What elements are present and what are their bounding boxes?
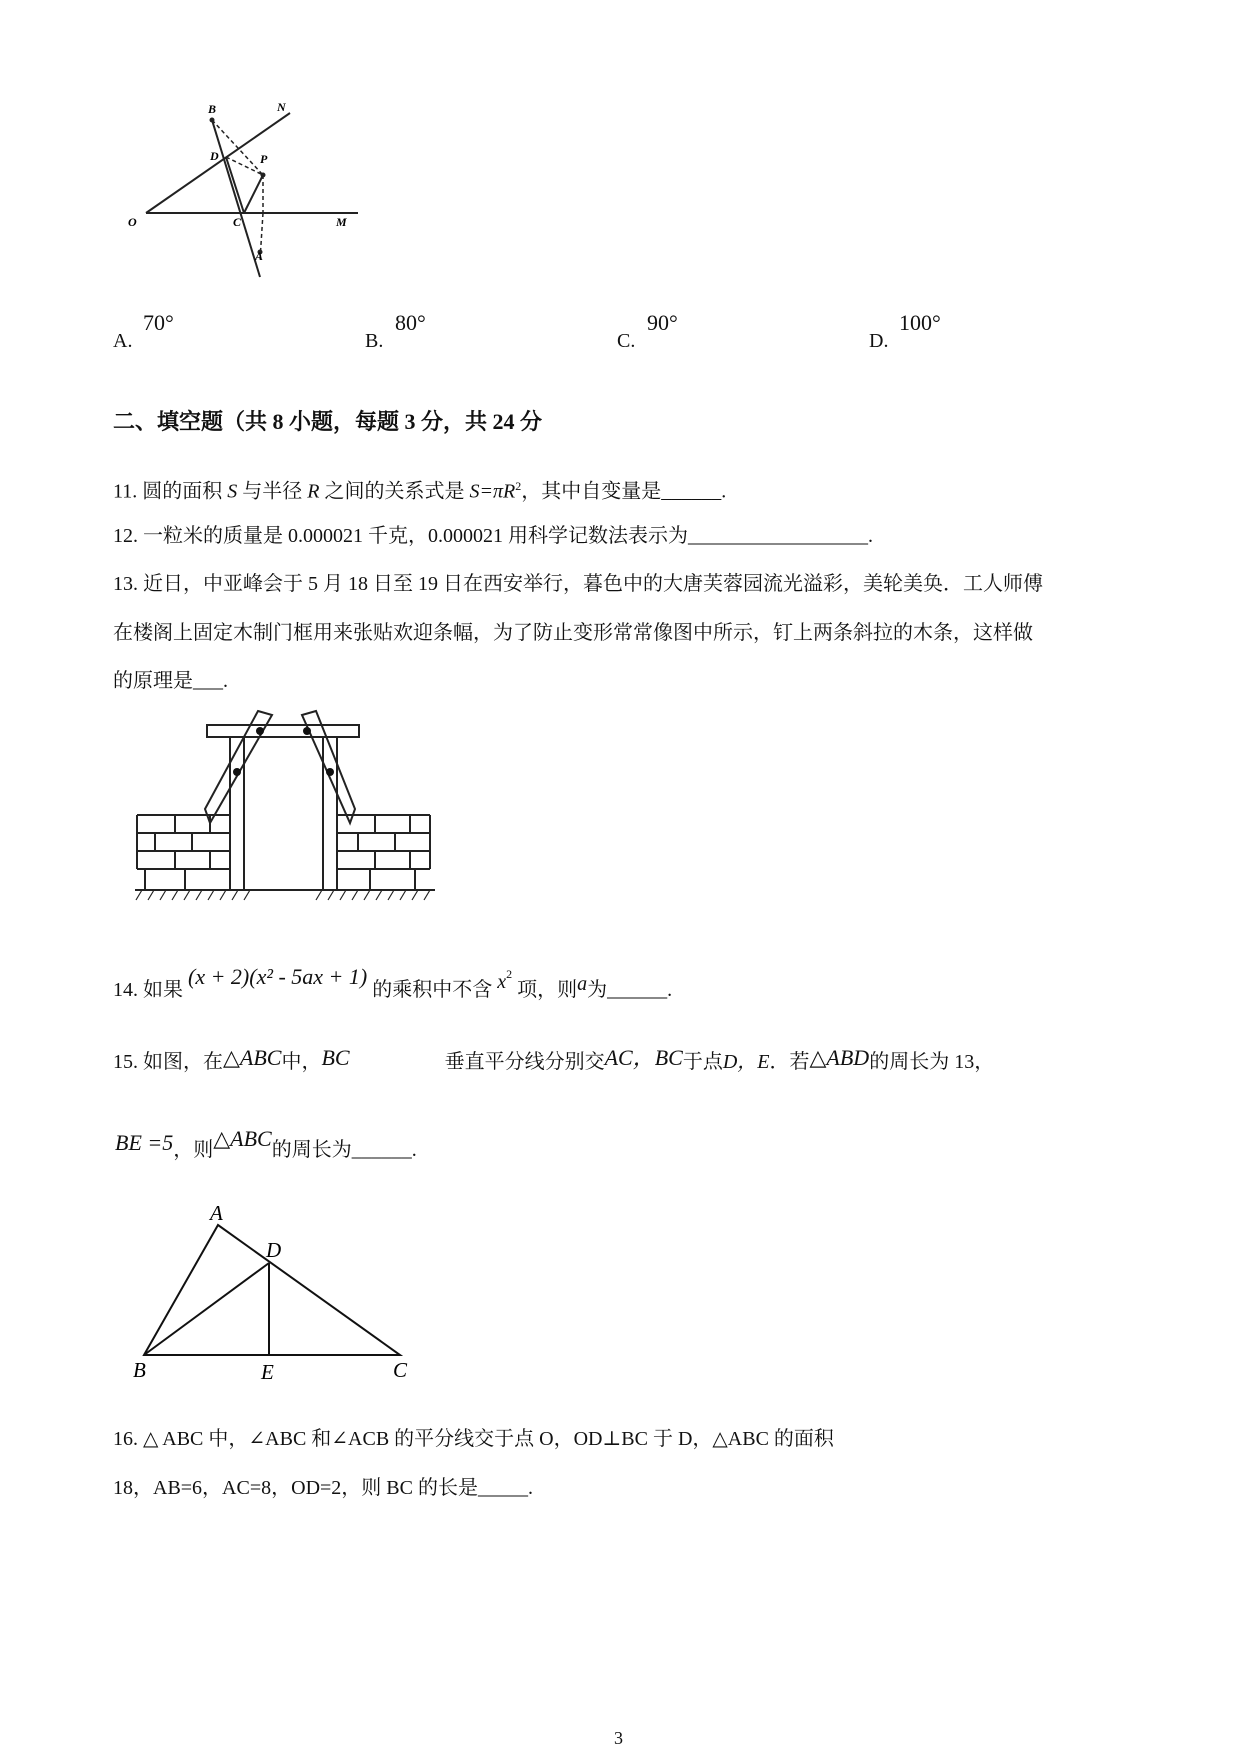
q15-tri1: △ABC [223, 1045, 282, 1070]
q11-text-2: 与半径 [237, 480, 308, 503]
label-o: O [128, 215, 137, 229]
q15-p3: 于点 [682, 1051, 723, 1073]
q14-a: a [577, 973, 588, 995]
q15-acbc: AC，BC [604, 1045, 683, 1070]
label-c: C [233, 215, 242, 229]
question-13-line-3: 的原理是___. [113, 670, 228, 692]
angle-figure [128, 100, 368, 300]
q15-p2: 垂直平分线分别交 [444, 1051, 605, 1073]
q15-p5: 的周长为 13， [869, 1051, 995, 1073]
q14-x-sup: 2 [506, 967, 513, 981]
page-number: 3 [614, 1728, 623, 1748]
option-d-value: 100° [899, 310, 941, 335]
q15-p4: ．若 [769, 1051, 810, 1073]
question-16-line-2: 18，AB=6，AC=8，OD=2，则 BC 的长是_____. [113, 1477, 533, 1499]
q14-mid2: 项，则 [517, 979, 578, 1001]
question-15-line-1 [113, 1044, 994, 1076]
question-13-line-1: 13. 近日，中亚峰会于 5 月 18 日至 19 日在西安举行，暮色中的大唐芙蓉园流光溢彩，美轮美奂．工人师傅 [113, 573, 1043, 595]
q11-text-4: ，其中自变量是______. [521, 480, 727, 503]
question-16-line-1: 16. △ ABC 中，∠ABC 和∠ACB 的平分线交于点 O，OD⊥BC 于 D，△ABC 的面积 [113, 1428, 834, 1450]
q14-prefix: 14. 如果 [113, 979, 183, 1001]
q14-suffix: 为______. [587, 979, 673, 1001]
q15-de: D，E [722, 1051, 770, 1073]
question-12: 12. 一粒米的质量是 0.000021 千克，0.000021 用科学记数法表示为__________________. [113, 525, 873, 547]
label-m: M [336, 215, 347, 229]
option-a-letter: A. [113, 330, 133, 352]
label-d: D [210, 149, 219, 163]
q11-formula-sup: 2 [515, 479, 522, 493]
q14-expression: (x + 2)(x² - 5ax + 1) [188, 964, 368, 989]
option-b-value: 80° [395, 310, 426, 335]
option-c-value: 90° [647, 310, 678, 335]
label-b: B [208, 102, 217, 116]
question-14 [113, 960, 672, 1004]
label-a: A [255, 249, 264, 263]
q15-tri2: △ABD [809, 1045, 870, 1070]
q11-r: R [307, 480, 320, 503]
q11-s: S [227, 480, 238, 503]
label-d: D [266, 1238, 282, 1262]
option-c-letter: C. [617, 330, 636, 352]
q11-formula: S=πR [469, 480, 516, 503]
option-a-value: 70° [143, 310, 174, 335]
question-15-line-2 [115, 1125, 417, 1164]
label-b: B [133, 1358, 146, 1380]
option-d-letter: D. [869, 330, 889, 352]
q11-text-1: 11. 圆的面积 [113, 480, 228, 503]
option-b-letter: B. [365, 330, 384, 352]
label-n: N [277, 100, 286, 114]
q14-mid: 的乘积中不含 [372, 979, 493, 1001]
section-heading: 二、填空题（共 8 小题，每题 3 分，共 24 分 [113, 409, 543, 434]
q15-bc: BC [321, 1045, 350, 1070]
question-11 [113, 472, 726, 506]
triangle-figure [125, 1200, 425, 1380]
label-a: A [210, 1201, 223, 1225]
q15-p6: ，则 [173, 1139, 214, 1161]
question-13-line-2: 在楼阁上固定木制门框用来张贴欢迎条幅，为了防止变形常常像图中所示，钉上两条斜拉的木条，这样做 [113, 622, 1033, 644]
q15-tri3: △ABC [213, 1126, 272, 1151]
q14-x: x [497, 971, 507, 993]
q15-p1: 中， [281, 1051, 322, 1073]
label-c: C [393, 1358, 408, 1380]
label-e: E [261, 1360, 274, 1380]
label-p: P [260, 152, 268, 166]
q11-text-3: 之间的关系式是 [319, 480, 470, 503]
q15-p7: 的周长为______. [271, 1139, 417, 1161]
q15-prefix: 15. 如图，在 [113, 1051, 223, 1073]
q15-be: BE =5 [115, 1130, 174, 1155]
door-frame-figure [130, 705, 440, 905]
